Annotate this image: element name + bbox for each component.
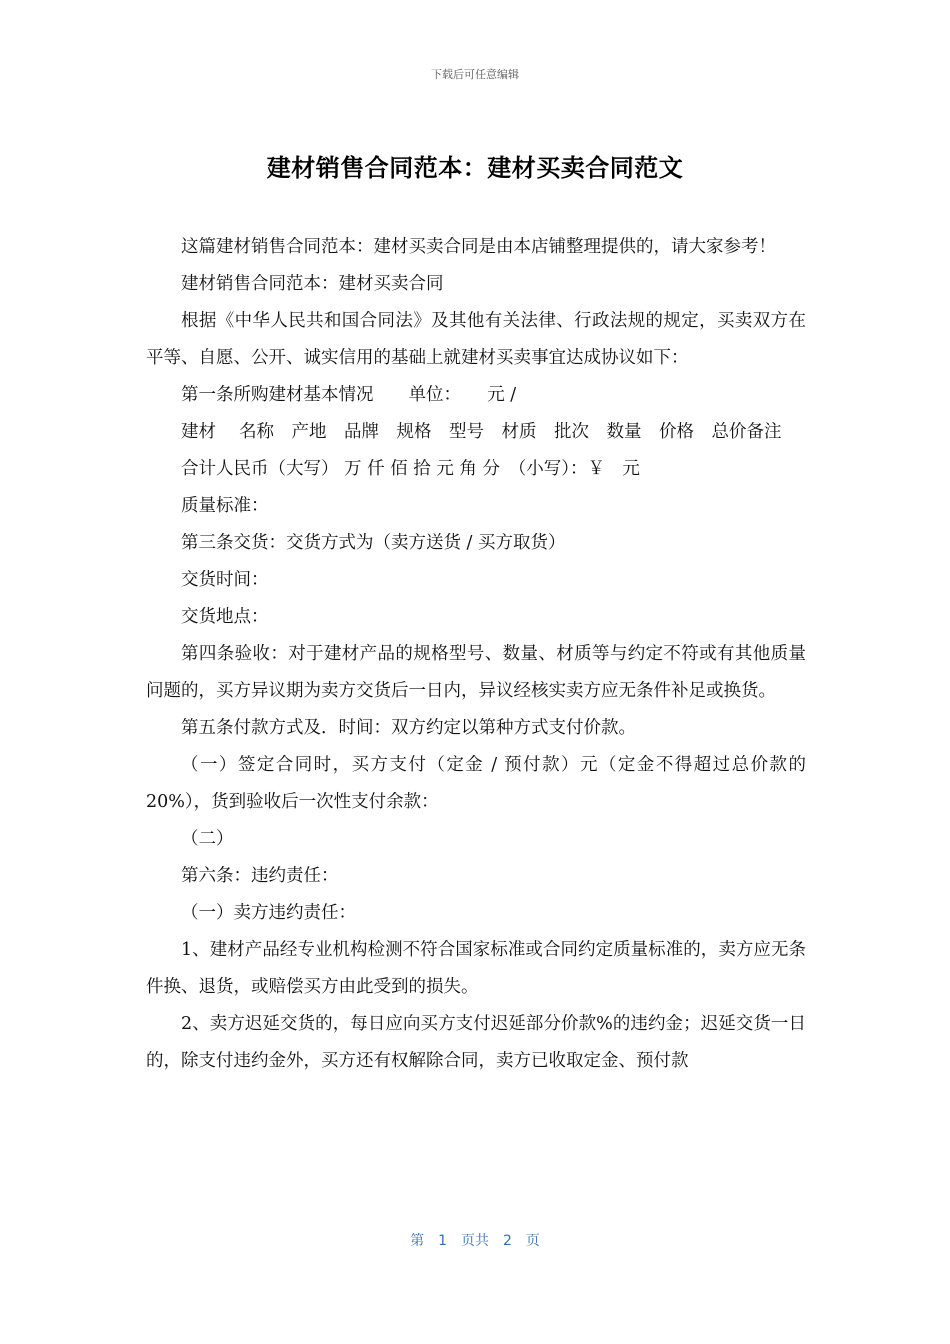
paragraph: （一）卖方违约责任： bbox=[181, 903, 356, 923]
paragraph: 合计人民币（大写） 万 仟 佰 拾 元 角 分 （小写）：￥ 元 bbox=[181, 459, 640, 479]
paragraph: 第四条验收：对于建材产品的规格型号、数量、材质等与约定不符或有其他质量问题的，买方异议期为卖方交货后一日内，异议经核实卖方应无条件补足或换货。 bbox=[146, 644, 806, 701]
paragraph: （一）签定合同时，买方支付（定金 / 预付款）元（定金不得超过总价款的 20%），货到验收后一次性支付余款： bbox=[146, 755, 806, 812]
footer-suffix: 页 bbox=[525, 1233, 540, 1249]
current-page-number: 1 bbox=[438, 1233, 447, 1249]
paragraph: 根据《中华人民共和国合同法》及其他有关法律、行政法规的规定，买卖双方在平等、自愿、公开、诚实信用的基础上就建材买卖事宜达成协议如下： bbox=[146, 311, 806, 368]
paragraph: 交货时间： bbox=[181, 570, 269, 590]
total-pages-number: 2 bbox=[503, 1233, 512, 1249]
paragraph: 这篇建材销售合同范本：建材买卖合同是由本店铺整理提供的，请大家参考！ bbox=[181, 237, 776, 257]
page-header-note: 下载后可任意编辑 bbox=[431, 68, 519, 81]
paragraph: 建材 名称 产地 品牌 规格 型号 材质 批次 数量 价格 总价备注 bbox=[181, 422, 782, 442]
paragraph: 建材销售合同范本：建材买卖合同 bbox=[181, 274, 444, 294]
document-title: 建材销售合同范本：建材买卖合同范文 bbox=[266, 154, 684, 182]
paragraph: 第六条：违约责任： bbox=[181, 866, 339, 886]
document-body bbox=[146, 229, 806, 1080]
paragraph: 1、建材产品经专业机构检测不符合国家标准或合同约定质量标准的，卖方应无条件换、退货，或赔偿买方由此受到的损失。 bbox=[146, 940, 806, 997]
paragraph: 交货地点： bbox=[181, 607, 269, 627]
paragraph: （二） bbox=[181, 829, 234, 849]
paragraph: 第三条交货：交货方式为（卖方送货 / 买方取货） bbox=[181, 533, 566, 553]
page-number-footer bbox=[0, 1230, 950, 1250]
paragraph: 第一条所购建材基本情况 单位： 元 / bbox=[181, 385, 517, 405]
paragraph: 质量标准： bbox=[181, 496, 269, 516]
footer-middle: 页共 bbox=[461, 1233, 489, 1249]
footer-prefix: 第 bbox=[410, 1233, 425, 1249]
paragraph: 第五条付款方式及．时间：双方约定以第种方式支付价款。 bbox=[181, 718, 636, 738]
paragraph: 2、卖方迟延交货的，每日应向买方支付迟延部分价款%的违约金；迟延交货一日的，除支付违约金外，买方还有权解除合同，卖方已收取定金、预付款 bbox=[146, 1014, 806, 1071]
